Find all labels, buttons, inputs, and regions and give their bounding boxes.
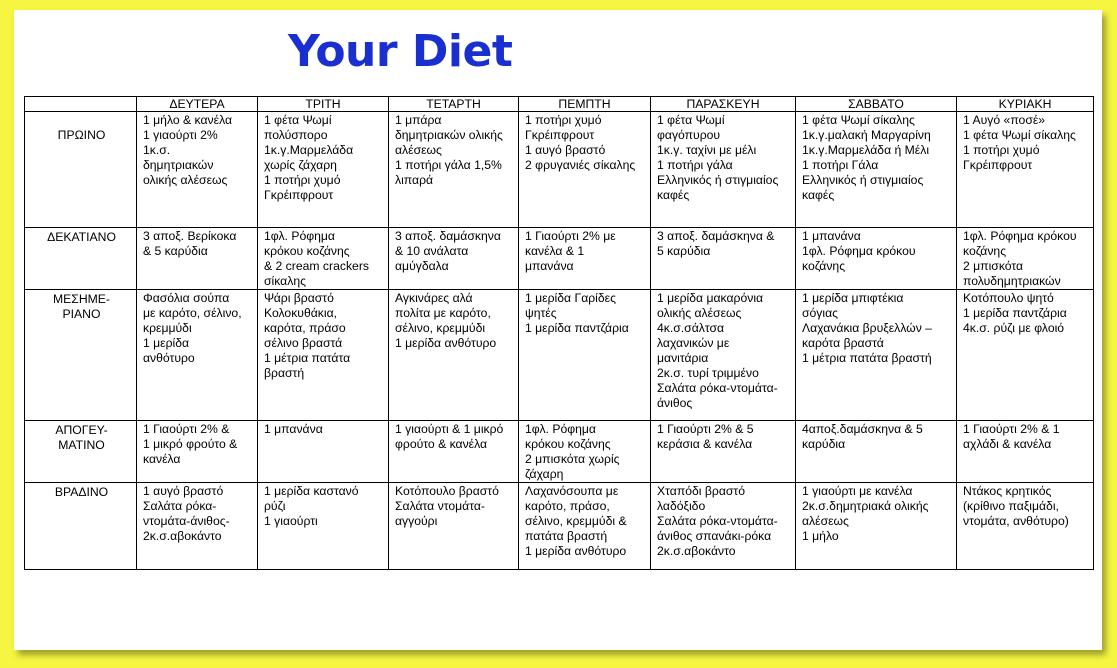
meal-cell: Αγκινάρες αλά πολίτα με καρότο, σέλινο, κρεμμύδι 1 μερίδα ανθότυρο (389, 290, 519, 421)
meal-cell: 1 Γιαούρτι 2% & 1 μικρό φρούτο & κανέλα (137, 421, 258, 483)
day-header-sunday: ΚΥΡΙΑΚΗ (957, 97, 1094, 112)
day-header-friday: ΠΑΡΑΣΚΕΥΗ (651, 97, 796, 112)
corner-cell (25, 97, 137, 112)
diet-sheet (14, 10, 1102, 650)
meal-cell: 1 μερίδα μπιφτέκια σόγιας Λαχανάκια βρυξελλών – καρότα βραστά 1 μέτρια πατάτα βραστή (796, 290, 957, 421)
meal-cell: Ντάκος κρητικός (κρίθινο παξιμάδι, ντομάτα, ανθότυρο) (957, 483, 1094, 570)
day-header-saturday: ΣΑΒΒΑΤΟ (796, 97, 957, 112)
meal-cell: 1φλ. Ρόφημα κρόκου κοζάνης & 2 cream crackers σίκαλης (258, 228, 389, 290)
meal-cell: 1 μερίδα Γαρίδες ψητές 1 μερίδα παντζάρια (519, 290, 651, 421)
meal-label: ΒΡΑΔΙΝΟ (25, 483, 137, 570)
meal-cell: 1 μερίδα μακαρόνια ολικής αλέσεως 4κ.σ.σάλτσα λαχανικών με μανιτάρια 2κ.σ. τυρί τριμμένο Σαλάτα ρόκα-ντομάτα- άνιθος (651, 290, 796, 421)
meal-cell: 1φλ. Ρόφημα κρόκου κοζάνης 2 μπισκότα χωρίς ζάχαρη (519, 421, 651, 483)
meal-cell: 1 Γιαούρτι 2% με κανέλα & 1 μπανάνα (519, 228, 651, 290)
meal-cell: 4αποξ.δαμάσκηνα & 5 καρύδια (796, 421, 957, 483)
meal-cell: 1 φέτα Ψωμί σίκαλης 1κ.γ.μαλακή Μαργαρίνη 1κ.γ.Μαρμελάδα ή Μέλι 1 ποτήρι Γάλα Ελληνικός ή στιγμιαίος καφές (796, 112, 957, 228)
meal-row-lunch (25, 290, 1094, 421)
header-row (25, 97, 1094, 112)
meal-cell: 3 αποξ. δαμάσκηνα & 10 ανάλατα αμύγδαλα (389, 228, 519, 290)
meal-cell: 3 αποξ. δαμάσκηνα & 5 καρύδια (651, 228, 796, 290)
day-header-monday: ΔΕΥΤΕΡΑ (137, 97, 258, 112)
meal-row-breakfast (25, 112, 1094, 228)
meal-cell: Κοτόπουλο ψητό 1 μερίδα παντζάρια 4κ.σ. ρύζι με φλοιό (957, 290, 1094, 421)
meal-cell: 1 μήλο & κανέλα 1 γιαούρτι 2% 1κ.σ. δημητριακών ολικής αλέσεως (137, 112, 258, 228)
meal-cell: Λαχανόσουπα με καρότο, πράσο, σέλινο, κρεμμύδι & πατάτα βραστή 1 μερίδα ανθότυρο (519, 483, 651, 570)
meal-row-dinner (25, 483, 1094, 570)
meal-cell: 1 φέτα Ψωμί φαγόπυρου 1κ.γ. ταχίνι με μέλι 1 ποτήρι γάλα Ελληνικός ή στιγμιαίος καφές (651, 112, 796, 228)
meal-cell: Ψάρι βραστό Κολοκυθάκια, καρότα, πράσο σέλινο βραστά 1 μέτρια πατάτα βραστή (258, 290, 389, 421)
meal-label: ΠΡΩΙΝΟ (25, 112, 137, 228)
meal-label: ΑΠΟΓΕΥ- ΜΑΤΙΝΟ (25, 421, 137, 483)
meal-label: ΜΕΣΗΜΕ- ΡΙΑΝΟ (25, 290, 137, 421)
meal-row-afternoon (25, 421, 1094, 483)
meal-cell: 1 μπάρα δημητριακών ολικής αλέσεως 1 ποτήρι γάλα 1,5% λιπαρά (389, 112, 519, 228)
meal-cell: 1 μπανάνα (258, 421, 389, 483)
meal-cell: 1 μερίδα καστανό ρύζι 1 γιαούρτι (258, 483, 389, 570)
meal-cell: Χταπόδι βραστό λαδόξιδο Σαλάτα ρόκα-ντομάτα- άνιθος σπανάκι-ρόκα 2κ.σ.αβοκάντο (651, 483, 796, 570)
meal-cell: 1 γιαούρτι & 1 μικρό φρούτο & κανέλα (389, 421, 519, 483)
meal-cell: 1 Γιαούρτι 2% & 5 κεράσια & κανέλα (651, 421, 796, 483)
meal-cell: 1 Αυγό «ποσέ» 1 φέτα Ψωμί σίκαλης 1 ποτήρι χυμό Γκρέιπφρουτ (957, 112, 1094, 228)
day-header-wednesday: ΤΕΤΑΡΤΗ (389, 97, 519, 112)
diet-table (24, 96, 1094, 570)
day-header-tuesday: ΤΡΙΤΗ (258, 97, 389, 112)
page-title: Your Diet (288, 26, 513, 77)
meal-cell: 1 ποτήρι χυμό Γκρέιπφρουτ 1 αυγό βραστό 2 φρυγανιές σίκαλης (519, 112, 651, 228)
meal-row-midmorning (25, 228, 1094, 290)
meal-label: ΔΕΚΑΤΙΑΝΟ (25, 228, 137, 290)
meal-cell: 1 Γιαούρτι 2% & 1 αχλάδι & κανέλα (957, 421, 1094, 483)
meal-cell: 1 γιαούρτι με κανέλα 2κ.σ.δημητριακά ολικής αλέσεως 1 μήλο (796, 483, 957, 570)
meal-cell: 1φλ. Ρόφημα κρόκου κοζάνης 2 μπισκότα πολυδημητριακών (957, 228, 1094, 290)
meal-cell: Φασόλια σούπα με καρότο, σέλινο, κρεμμύδι 1 μερίδα ανθότυρο (137, 290, 258, 421)
meal-cell: 1 αυγό βραστό Σαλάτα ρόκα- ντομάτα-άνιθος- 2κ.σ.αβοκάντο (137, 483, 258, 570)
meal-cell: 1 φέτα Ψωμί πολύσπορο 1κ.γ.Μαρμελάδα χωρίς ζάχαρη 1 ποτήρι χυμό Γκρέιπφρουτ (258, 112, 389, 228)
day-header-thursday: ΠΕΜΠΤΗ (519, 97, 651, 112)
meal-cell: Κοτόπουλο βραστό Σαλάτα ντομάτα- αγγούρι (389, 483, 519, 570)
meal-cell: 1 μπανάνα 1φλ. Ρόφημα κρόκου κοζάνης (796, 228, 957, 290)
meal-cell: 3 αποξ. Βερίκοκα & 5 καρύδια (137, 228, 258, 290)
